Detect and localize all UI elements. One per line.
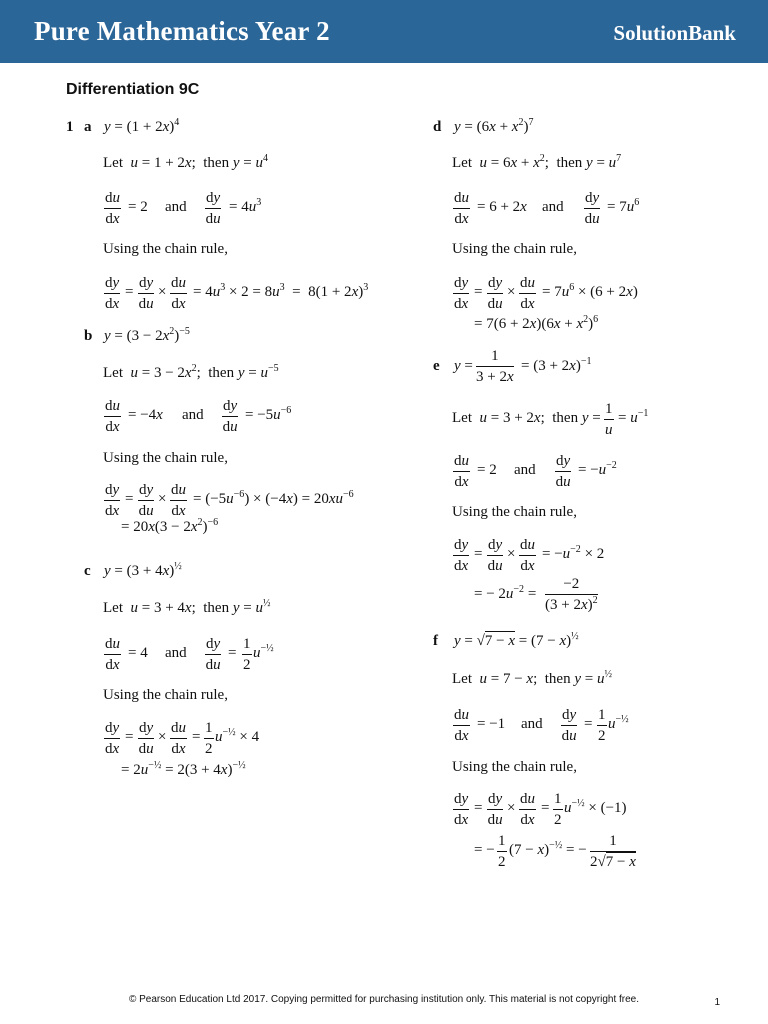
fraction-dy-du: $\frac{dy}{du}$ [205,636,221,673]
fraction-du-dx: $\frac{du}{dx}$ [454,707,469,744]
fraction-du-dx: $\frac{du}{dx}$ [105,398,120,435]
equals-sign: = [584,716,593,732]
fraction-one-half: $\frac{1}{2}$ [554,791,562,828]
fraction-du-dx: $\frac{du}{dx}$ [105,636,120,673]
part-label: e [433,358,440,374]
chain-rule-text: Using the chain rule, [452,759,577,775]
part-label: b [84,328,93,344]
substitution-line: Let u = 3 + 4x; then $y = u^{\frac{1}{2}}$ [103,598,271,616]
part-label: d [433,119,442,135]
equals-sign: = [125,729,134,745]
times-sign: × [158,284,167,300]
result-expression: $(7 - x)^{-\frac{1}{2}}$ = − [509,840,587,858]
fraction-du-dx: $\frac{du}{dx}$ [171,482,186,519]
times-sign: × [507,546,516,562]
fraction-dy-du: $\frac{dy}{du}$ [487,275,503,312]
substitution-line: Let $u = 3 - 2x^2$; then $y = u^{-5}$ [103,363,279,381]
fraction-final-result: $\frac{-2}{(3 + 2x)^2}$ [545,576,598,613]
part-equation: $y = (1 + 2x)^4$ [104,117,180,135]
fraction-du-dx: $\frac{du}{dx}$ [105,190,120,227]
fraction-one-over-u: $\frac{1}{u}$ [605,401,613,438]
part-equation: $y = (6x + x^2)^7$ [454,117,534,135]
part-equation: y = [454,358,473,374]
fraction-dy-du: $\frac{dy}{du}$ [138,482,154,519]
fraction-du-dx: $\frac{du}{dx}$ [171,720,186,757]
derivative-value: $u^{-\frac{1}{2}}$ [608,714,629,732]
part-label: f [433,633,438,649]
fraction-du-dx: $\frac{du}{dx}$ [171,275,186,312]
part-equation: $y = (3 - 2x^2)^{-5}$ [104,326,190,344]
and-text: and [542,199,564,215]
part-equation-rewrite: = $(3 + 2x)^{-1}$ [521,356,592,374]
fraction-du-dx: $\frac{du}{dx}$ [520,791,535,828]
fraction-one-half: $\frac{1}{2}$ [498,833,506,870]
chain-rule-text: Using the chain rule, [103,687,228,703]
fraction-du-dx: $\frac{du}{dx}$ [520,537,535,574]
fraction-dy-du: $\frac{dy}{du}$ [555,453,571,490]
section-heading: Differentiation 9C [66,81,200,98]
fraction-dy-dx: $\frac{dy}{dx}$ [105,720,120,757]
fraction-dy-du: $\frac{dy}{du}$ [561,707,577,744]
times-sign: × [507,284,516,300]
result-expression: = $7(6 + 2x)(6x + x^2)^6$ [474,314,599,332]
times-sign: × [158,491,167,507]
result-expression: $u^{-\frac{1}{2}} \times (-1)$ [564,798,627,816]
fraction-reciprocal: $\frac{1}{3 + 2x}$ [476,348,514,385]
derivative-value: = 4 [128,645,148,661]
equals-sign: = [125,491,134,507]
result-expression: = $(-5u^{-6}) \times (-4x) = 20xu^{-6}$ [193,489,354,507]
chain-rule-text: Using the chain rule, [103,241,228,257]
fraction-dy-dx: $\frac{dy}{dx}$ [454,791,469,828]
result-expression: $u^{-\frac{1}{2}} \times 4$ [215,727,260,745]
fraction-du-dx: $\frac{du}{dx}$ [520,275,535,312]
fraction-one-half: $\frac{1}{2}$ [243,636,251,673]
result-expression: = $2u^{-\frac{1}{2}} = 2(3 + 4x)^{-\frac{1}{2}}$ [121,760,246,778]
chain-rule-text: Using the chain rule, [452,241,577,257]
fraction-dy-du: $\frac{dy}{du}$ [138,720,154,757]
result-expression: = $20x(3 - 2x^2)^{-6}$ [121,517,219,535]
derivative-value: = $4u^3$ [229,197,262,215]
part-equation: $y = (3 + 4x)^{\frac{1}{2}}$ [104,561,182,579]
and-text: and [514,462,536,478]
fraction-du-dx: $\frac{du}{dx}$ [454,453,469,490]
brand-name: SolutionBank [613,21,736,45]
equals-sign: = [541,800,550,816]
derivative-value: = −1 [477,716,506,732]
and-text: and [165,199,187,215]
fraction-dy-du: $\frac{dy}{du}$ [487,791,503,828]
fraction-dy-dx: $\frac{dy}{dx}$ [454,275,469,312]
fraction-one-half: $\frac{1}{2}$ [598,707,606,744]
derivative-value: = $-u^{-2}$ [578,460,617,478]
times-sign: × [158,729,167,745]
derivative-value: = $-5u^{-6}$ [245,405,292,423]
equals-sign: = − [474,842,495,858]
equals-sign: = [474,800,483,816]
fraction-dy-dx: $\frac{dy}{dx}$ [105,482,120,519]
part-label: a [84,119,92,135]
and-text: and [182,407,204,423]
derivative-value: = 2 [477,462,497,478]
substitution-line: Let $u = 6x + x^2$; then $y = u^7$ [452,153,622,171]
page-number: 1 [714,997,720,1008]
copyright-notice: © Pearson Education Ltd 2017. Copying permitted for purchasing institution only. This material is not copyright free. [128,994,640,1005]
fraction-dy-du: $\frac{dy}{du}$ [205,190,221,227]
equals-sign: = [228,645,237,661]
derivative-value: = 6 + 2x [477,199,527,215]
substitution-result: = $u^{-1}$ [618,408,649,426]
fraction-du-dx: $\frac{du}{dx}$ [454,190,469,227]
substitution-line: Let u = 7 − x; then $y = u^{\frac{1}{2}}$ [452,669,612,687]
chain-rule-text: Using the chain rule, [103,450,228,466]
derivative-value: = 2 [128,199,148,215]
document-title: Pure Mathematics Year 2 [34,16,330,46]
substitution-line: Let u = 1 + 2x; then $y = u^4$ [103,153,268,171]
result-expression: = $4u^3 \times 2 = 8u^3 = 8(1 + 2x)^3$ [193,282,369,300]
substitution-line: Let u = 3 + 2x; then y = [452,410,601,426]
derivative-value: $u^{-\frac{1}{2}}$ [253,643,274,661]
question-number: 1 [66,119,74,135]
fraction-dy-dx: $\frac{dy}{dx}$ [105,275,120,312]
equals-sign: = [125,284,134,300]
times-sign: × [507,800,516,816]
part-label: c [84,563,91,579]
header-banner [0,0,768,63]
result-expression: = $7u^6 \times (6 + 2x)$ [542,282,638,300]
result-expression: = $-u^{-2} \times 2$ [542,544,605,562]
fraction-dy-du: $\frac{dy}{du}$ [222,398,238,435]
fraction-dy-du: $\frac{dy}{du}$ [584,190,600,227]
fraction-one-half: $\frac{1}{2}$ [205,720,213,757]
fraction-final-result: $\frac{1}{2√7 - x}$ [590,833,636,870]
part-equation: $y = √7 - x = (7 - x)^{\frac{1}{2}}$ [454,631,579,649]
fraction-dy-du: $\frac{dy}{du}$ [487,537,503,574]
fraction-dy-dx: $\frac{dy}{dx}$ [454,537,469,574]
derivative-value: = −4x [128,407,163,423]
result-expression: = − $2u^{-2}$ = [474,584,537,602]
equals-sign: = [192,729,201,745]
equals-sign: = [474,284,483,300]
and-text: and [521,716,543,732]
chain-rule-text: Using the chain rule, [452,504,577,520]
derivative-value: = $7u^6$ [607,197,640,215]
fraction-dy-du: $\frac{dy}{du}$ [138,275,154,312]
equals-sign: = [474,546,483,562]
and-text: and [165,645,187,661]
